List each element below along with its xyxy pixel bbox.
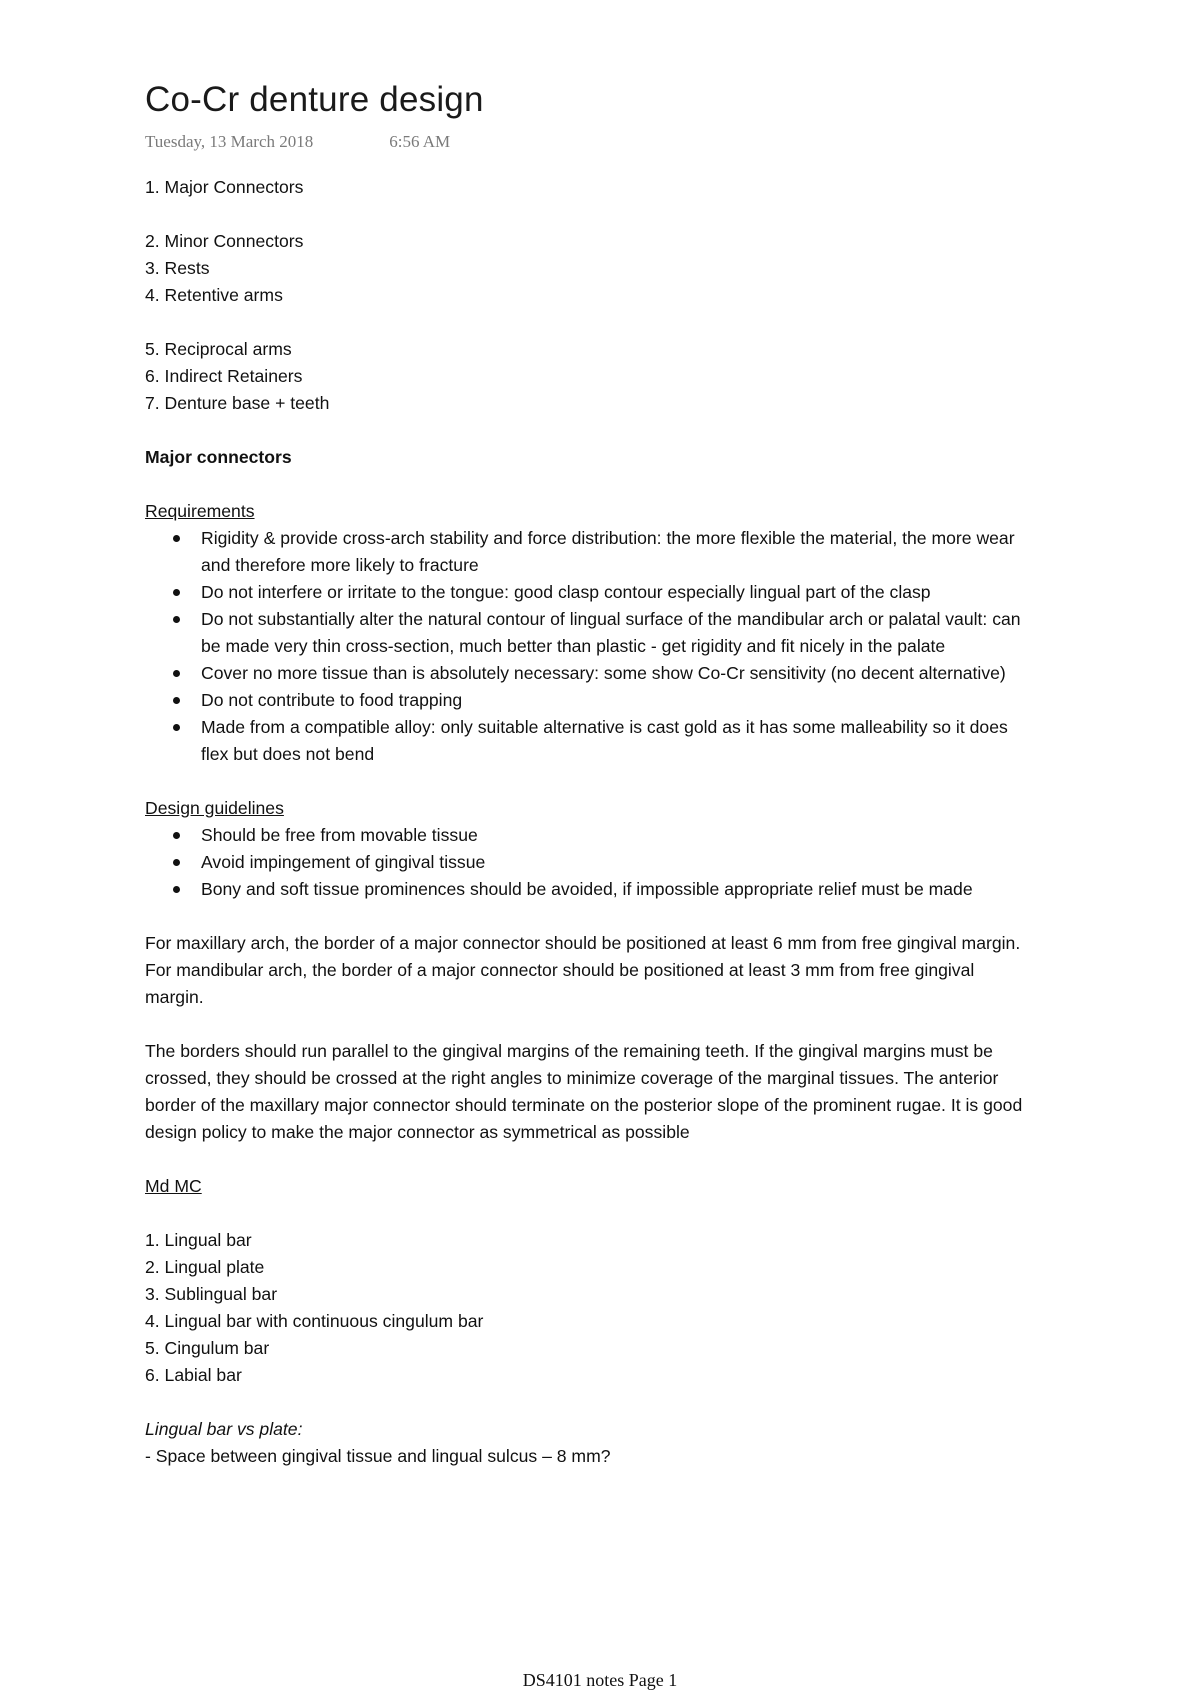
- list-item: Should be free from movable tissue: [145, 822, 1031, 849]
- outline-item: 5. Reciprocal arms: [145, 339, 292, 359]
- list-item: Rigidity & provide cross-arch stability and force distribution: the more flexible the material, the more wear and therefore more likely to fracture: [145, 525, 1031, 579]
- outline-item: 4. Retentive arms: [145, 285, 283, 305]
- list-item: Do not interfere or irritate to the tongue: good clasp contour especially lingual part of the clasp: [145, 579, 1031, 606]
- subheading-requirements: Requirements: [145, 501, 255, 521]
- list-item: Do not substantially alter the natural contour of lingual surface of the mandibular arch or palatal vault: can be made very thin cross-section, much better than plastic - get rigidity and fit nicely in the palate: [145, 606, 1031, 660]
- subheading-lingual-bar-vs-plate: Lingual bar vs plate:: [145, 1419, 303, 1439]
- outline-item: 3. Rests: [145, 258, 210, 278]
- note-date: Tuesday, 13 March 2018: [145, 132, 314, 151]
- list-item: Made from a compatible alloy: only suitable alternative is cast gold as it has some malleability so it does flex but does not bend: [145, 714, 1031, 768]
- paragraph-border-distance: For maxillary arch, the border of a major connector should be positioned at least 6 mm from free gingival margin. For mandibular arch, the border of a major connector should be positioned at least 3 mm from free gingival margin.: [145, 933, 1021, 1007]
- outline-item: 2. Minor Connectors: [145, 231, 304, 251]
- md-mc-item: 3. Sublingual bar: [145, 1284, 278, 1304]
- section-heading-major-connectors: Major connectors: [145, 447, 292, 467]
- md-mc-item: 2. Lingual plate: [145, 1257, 265, 1277]
- subheading-design-guidelines: Design guidelines: [145, 798, 284, 818]
- list-item: Do not contribute to food trapping: [145, 687, 1031, 714]
- note-time: 6:56 AM: [389, 132, 451, 151]
- page-footer: DS4101 notes Page 1: [522, 1670, 678, 1690]
- guidelines-list: [145, 822, 1045, 903]
- comparison-note: - Space between gingival tissue and lingual sulcus – 8 mm?: [145, 1446, 611, 1466]
- md-mc-item: 1. Lingual bar: [145, 1230, 252, 1250]
- list-item: Avoid impingement of gingival tissue: [145, 849, 1031, 876]
- md-mc-item: 6. Labial bar: [145, 1365, 242, 1385]
- list-item: Bony and soft tissue prominences should be avoided, if impossible appropriate relief must be made: [145, 876, 1031, 903]
- note-timestamp: [145, 132, 1045, 156]
- outline-item: 6. Indirect Retainers: [145, 366, 303, 386]
- paragraph-border-rules: The borders should run parallel to the gingival margins of the remaining teeth. If the gingival margins must be crossed, they should be crossed at the right angles to minimize coverage of the marginal tissues. The anterior border of the maxillary major connector should terminate on the posterior slope of the prominent rugae. It is good design policy to make the major connector as symmetrical as possible: [145, 1041, 1023, 1142]
- md-mc-item: 4. Lingual bar with continuous cingulum bar: [145, 1311, 484, 1331]
- subheading-md-mc: Md MC: [145, 1176, 202, 1196]
- list-item: Cover no more tissue than is absolutely necessary: some show Co-Cr sensitivity (no decent alternative): [145, 660, 1031, 687]
- outline-item: 7. Denture base + teeth: [145, 393, 330, 413]
- md-mc-item: 5. Cingulum bar: [145, 1338, 270, 1358]
- requirements-list: [145, 525, 1045, 768]
- note-page: [145, 78, 1045, 1470]
- note-body: [145, 174, 1045, 1470]
- outline-item: 1. Major Connectors: [145, 177, 304, 197]
- page-title: Co-Cr denture design: [145, 80, 484, 119]
